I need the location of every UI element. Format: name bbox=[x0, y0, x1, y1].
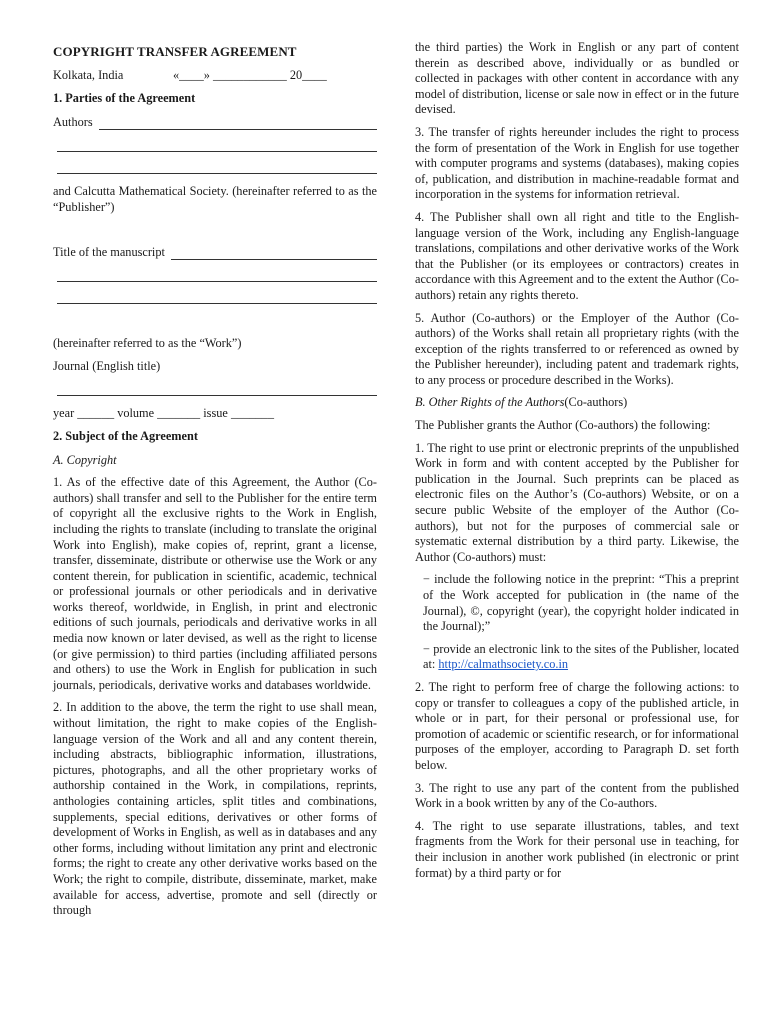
authors-blank-line-3 bbox=[57, 162, 377, 174]
journal-blank-line bbox=[57, 384, 377, 396]
subsection-b-suffix: (Co-authors) bbox=[564, 395, 628, 410]
right-column bbox=[415, 40, 739, 888]
manuscript-blank-line bbox=[171, 248, 377, 260]
journal-label: Journal (English title) bbox=[53, 358, 161, 373]
clause-a4: 4. The Publisher shall own all right and title to the English-language version of the Work, including any English-language translations, compilations and other derivative works of the Work that the Publisher (or its employees or contractors) creates in accordance with this Agreement and to the extent the Author (Co-authors) retain any rights thereto. bbox=[415, 209, 739, 302]
authors-field bbox=[53, 115, 377, 131]
authors-blank-line-2 bbox=[57, 140, 377, 152]
section-1-heading: 1. Parties of the Agreement bbox=[53, 91, 196, 106]
section-2-heading: 2. Subject of the Agreement bbox=[53, 428, 198, 443]
dateline bbox=[53, 68, 377, 84]
clause-b-intro: The Publisher grants the Author (Co-authors) the following: bbox=[415, 418, 711, 433]
clause-b1: 1. The right to use print or electronic preprints of the unpublished Work in form and with content accepted by the Publisher for publication in the Journal. Such preprints can be placed as electronic files on the Author’s (Co-authors) Website, or on a secure public Website of the employer of the Author (Co-authors), but not for the purposes of commercial sale or systematic external distribution by a third party. Likewise, the Author (Co-authors) must: bbox=[415, 440, 739, 564]
left-column bbox=[53, 40, 377, 926]
authors-label: Authors bbox=[53, 114, 93, 129]
spacer bbox=[53, 314, 377, 336]
date-blank: «____» ____________ 20____ bbox=[173, 67, 327, 82]
manuscript-blank-line-3 bbox=[57, 292, 377, 304]
manuscript-label: Title of the manuscript bbox=[53, 244, 165, 259]
subsection-a-heading: A. Copyright bbox=[53, 452, 117, 467]
publisher-text: and Calcutta Mathematical Society. (hereinafter referred to as the “Publisher”) bbox=[53, 184, 377, 214]
manuscript-blank-line-2 bbox=[57, 270, 377, 282]
year-volume-issue-line: year ______ volume _______ issue _______ bbox=[53, 406, 274, 421]
bullet-2-text: − provide an electronic link to the sites of the Publisher, located at: bbox=[423, 641, 739, 672]
subsection-b-heading bbox=[415, 395, 739, 411]
clause-a1: 1. As of the effective date of this Agreement, the Author (Co-authors) shall transfer and sell to the Publisher for the entire term of copyright all the exclusive rights to the Work in English, including the rights to translate (including to translate the original Work into English), make copies of, reprint, grant a license, transfer, disseminate, distribute or otherwise use the Work or any content therein, for publication in scientific, academic, technical or professional journals or other periodicals and in derivative works thereof, worldwide, in English, in print and electronic editions of such journals, periodicals and derivative works in all media now known or later devised, as well as the right to license (or give permission) to third parties (including affiliated persons and others) to use the Work in English for publication in such journals, periodicals, derivative works and databases worldwide. bbox=[53, 475, 377, 692]
manuscript-field bbox=[53, 245, 377, 261]
work-text: (hereinafter referred to as the “Work”) bbox=[53, 336, 242, 351]
publisher-website-link[interactable]: http://calmathsociety.co.in bbox=[438, 657, 569, 672]
spacer bbox=[53, 223, 377, 245]
clause-a3: 3. The transfer of rights hereunder includes the right to process the form of presentation of the Work in English for use together with computer programs and systems (databases), making copies of, publication, and distribution in machine-readable format and incorporation in the systems for information retrieval. bbox=[415, 124, 739, 202]
clause-b3: 3. The right to use any part of the content from the published Work in a book written by any of the Co-authors. bbox=[415, 780, 739, 811]
clause-a5: 5. Author (Co-authors) or the Employer of the Author (Co-authors) of the Works shall retain all proprietary rights (with the exception of the rights transferred to or referenced as owned by the Publisher hereunder), including patent and trademark rights, to any process or procedure described in the Works). bbox=[415, 310, 739, 387]
clause-b4: 4. The right to use separate illustrations, tables, and text fragments from the Work for their personal use in teaching, for their inclusion in another work published (in electronic or print format) by a third party or for bbox=[415, 818, 739, 880]
clause-a2-continued: the third parties) the Work in English or any part of content therein as described above, individually or as bundled or collected in packages with other content in accordance with any model of distribution, license or sale now in effect or in the future devised. bbox=[415, 40, 739, 117]
subsection-b-italic: B. Other Rights of the Authors bbox=[415, 395, 565, 410]
document-title: COPYRIGHT TRANSFER AGREEMENT bbox=[53, 44, 297, 59]
clause-b1-bullet-1: − include the following notice in the preprint: “This a preprint of the Work accepted for publication in (the name of the Journal), ©, copyright (year), the copyright holder indicated in the Journal);” bbox=[423, 572, 739, 634]
authors-blank-line bbox=[99, 118, 377, 130]
clause-b1-bullet-2 bbox=[415, 642, 739, 673]
city-label: Kolkata, India bbox=[53, 67, 124, 82]
clause-b2: 2. The right to perform free of charge the following actions: to copy or transfer to colleagues a copy of the published article, in whole or in part, for their personal or professional use, for promotion of academic or scientific research, or for informational purposes of the employer, according to Paragraph D. set forth below. bbox=[415, 679, 739, 772]
clause-a2: 2. In addition to the above, the term the right to use shall mean, without limitation, the right to make copies of the English-language version of the Work and all and any content therein, including abstracts, bibliographic information, illustrations, pictures, photographs, and all the other proprietary works of authorship contained in the Work, in compilations, reprints, anthologies containing articles, split titles and combinations, supplements, special editions, derivatives or other forms of development of Works in English, as well as in databases and any other forms, including without limitation any print and electronic forms; the right to create any other derivative works based on the Work; the right to compile, distribute, disseminate, market, make available for access, advertise, promote and sell (directly or through bbox=[53, 700, 377, 918]
